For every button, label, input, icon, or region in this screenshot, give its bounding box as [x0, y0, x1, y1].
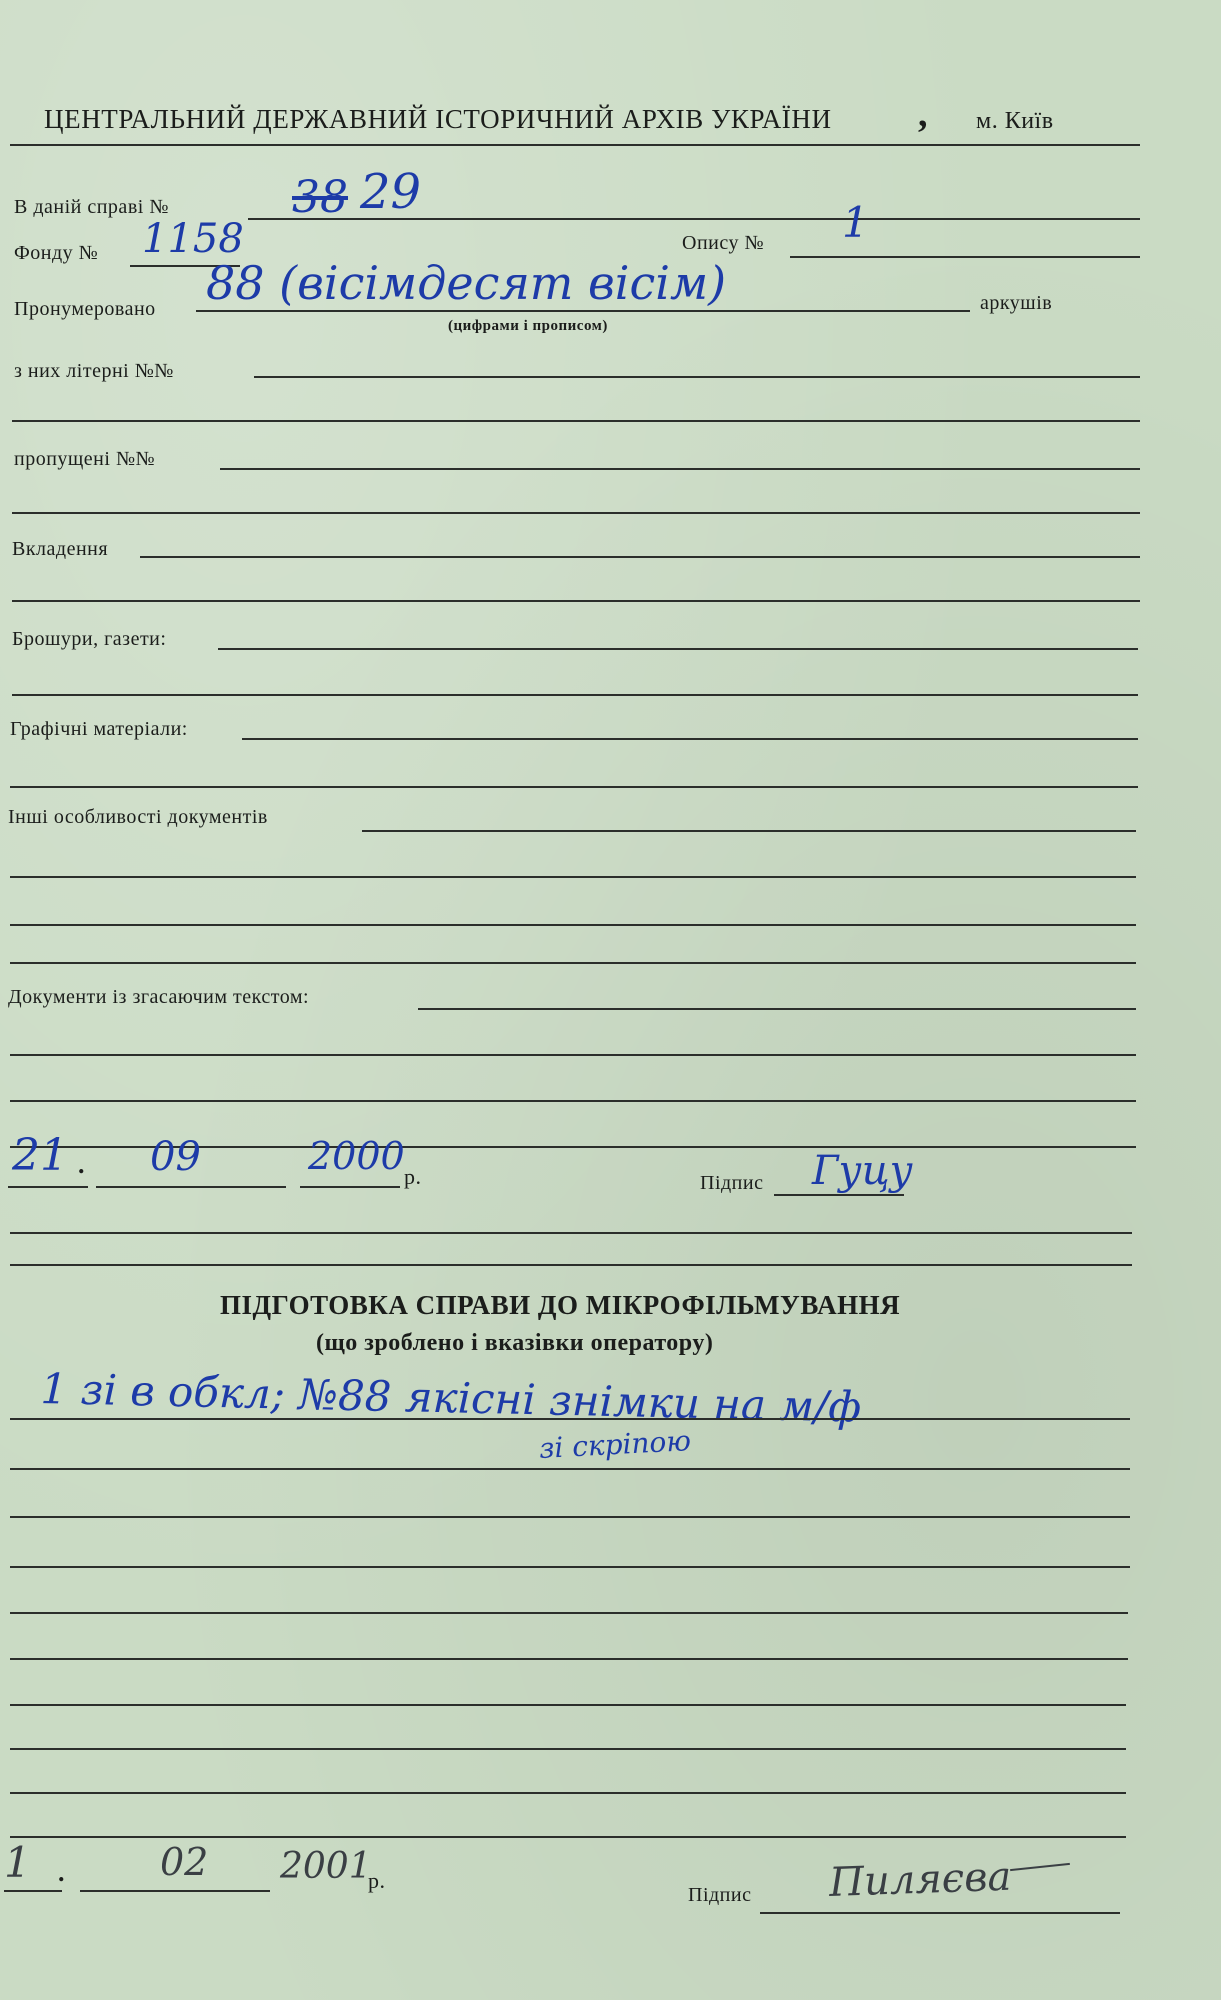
date1-day: 21: [12, 1130, 68, 1181]
faded-line: [418, 1008, 1136, 1010]
date2-day-line: [4, 1890, 62, 1892]
date1-year: 2000: [308, 1134, 405, 1178]
section2-line-8: [10, 1748, 1126, 1750]
skipped-label: пропущені №№: [14, 448, 156, 470]
numbered-hint: (цифрами і прописом): [448, 318, 608, 334]
section2-line-6: [10, 1658, 1128, 1660]
section2-line-9: [10, 1792, 1126, 1794]
inserts-label: Вкладення: [12, 538, 109, 560]
faded-label: Документи із згасаючим текстом:: [8, 986, 310, 1008]
fond-label: Фонду №: [14, 242, 99, 264]
date1-line-2: [10, 1232, 1132, 1234]
graphics-line-2: [10, 786, 1138, 788]
section2-note-line1: 1 зі в обкл; №88 якісні знімки на м/ф: [40, 1364, 862, 1432]
section2-subtitle: (що зроблено і вказівки оператору): [316, 1330, 714, 1356]
section2-line-7: [10, 1704, 1126, 1706]
case-label: В даній справі №: [14, 196, 169, 218]
opys-line: [790, 256, 1140, 258]
date2-signature-line: [760, 1912, 1120, 1914]
graphics-label: Графічні матеріали:: [10, 718, 188, 740]
date2-year: 2001: [280, 1846, 372, 1887]
faded-line-3: [10, 1100, 1136, 1102]
case-value-struck: 38: [292, 172, 348, 223]
date1-signature: Гуцу: [812, 1148, 913, 1194]
date1-month: 09: [150, 1134, 201, 1180]
section2-line-3: [10, 1516, 1130, 1518]
faded-line-2: [10, 1054, 1136, 1056]
numbered-line: [196, 310, 970, 312]
archive-name: ЦЕНТРАЛЬНИЙ ДЕРЖАВНИЙ ІСТОРИЧНИЙ АРХІВ УКРАЇНИ: [44, 104, 832, 134]
brochures-line-2: [12, 694, 1138, 696]
numbered-value: 88 (вісімдесят вісім): [206, 256, 727, 310]
section2-line-4: [10, 1566, 1130, 1568]
date2-day: 1: [4, 1838, 31, 1887]
literal-line-2: [12, 420, 1140, 422]
case-value: 29: [360, 164, 422, 220]
sheets-label: аркушів: [980, 292, 1053, 314]
date1-day-line: [8, 1186, 88, 1188]
other-label: Інші особливості документів: [8, 806, 268, 828]
section2-line-2: [10, 1468, 1130, 1470]
fond-value: 1158: [142, 216, 244, 262]
literal-line: [254, 376, 1140, 378]
graphics-line: [242, 738, 1138, 740]
date1-suffix: р.: [404, 1164, 422, 1189]
other-line-3: [10, 924, 1136, 926]
city: м. Київ: [976, 108, 1054, 134]
date1-signature-line: [774, 1194, 904, 1196]
date2-month: 02: [160, 1840, 209, 1884]
date2-signature-flourish: [1010, 1863, 1070, 1871]
date1-dot: .: [78, 1150, 85, 1179]
skipped-line: [220, 468, 1140, 470]
date2-signature-label: Підпис: [688, 1884, 752, 1906]
header-comma: ,: [918, 93, 929, 135]
brochures-line: [218, 648, 1138, 650]
opys-value: 1: [842, 198, 869, 247]
numbered-label: Пронумеровано: [14, 298, 156, 320]
section2-line-1: [10, 1418, 1130, 1420]
opys-label: Опису №: [682, 232, 765, 254]
date1-month-line: [96, 1186, 286, 1188]
date1-line-3: [10, 1264, 1132, 1266]
header-underline: [10, 144, 1140, 146]
date1-year-line: [300, 1186, 400, 1188]
other-line-2: [10, 876, 1136, 878]
other-line-4: [10, 962, 1136, 964]
date1-signature-label: Підпис: [700, 1172, 764, 1194]
section2-title: ПІДГОТОВКА СПРАВИ ДО МІКРОФІЛЬМУВАННЯ: [220, 1290, 901, 1320]
brochures-label: Брошури, газети:: [12, 628, 167, 650]
section2-note-line2: зі скріпою: [538, 1424, 692, 1465]
skipped-line-2: [12, 512, 1140, 514]
date2-month-line: [80, 1890, 270, 1892]
section2-line-5: [10, 1612, 1128, 1614]
date2-dot: .: [58, 1858, 65, 1887]
date2-suffix: р.: [368, 1868, 386, 1893]
inserts-line-2: [12, 600, 1140, 602]
inserts-line: [140, 556, 1140, 558]
date2-signature: Пиляєва: [828, 1853, 1013, 1906]
section2-line-10: [10, 1836, 1126, 1838]
other-line: [362, 830, 1136, 832]
literal-label: з них літерні №№: [14, 360, 174, 382]
